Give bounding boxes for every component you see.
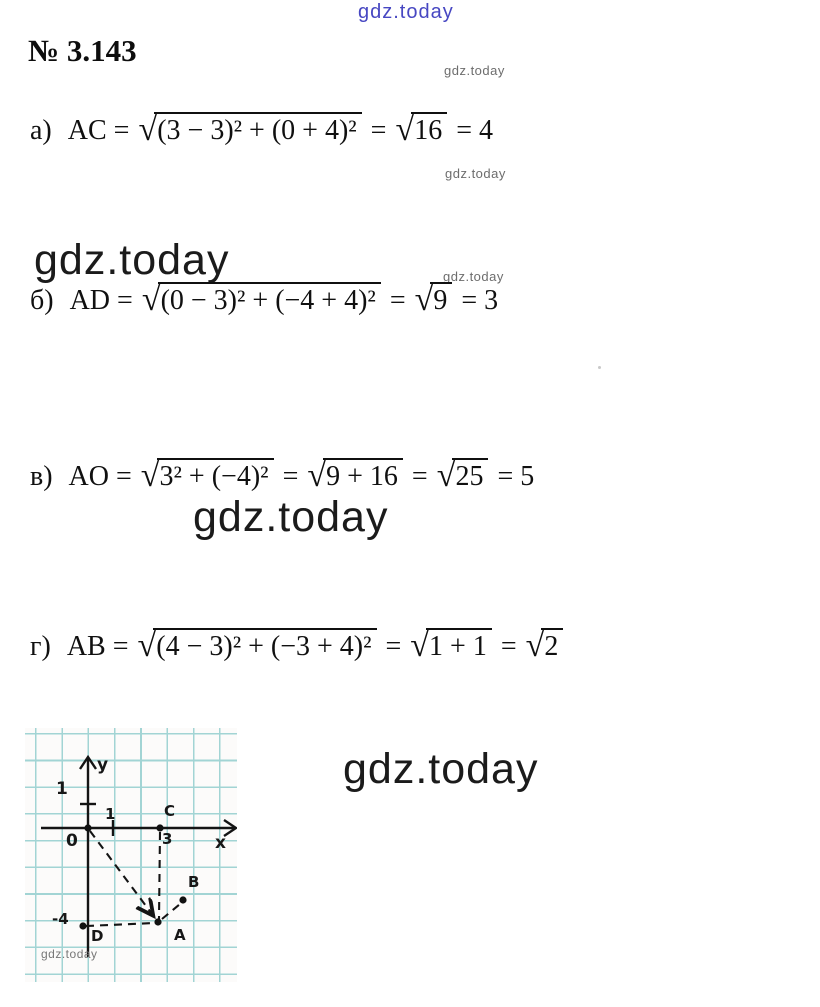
scan-speck <box>598 366 601 369</box>
radicand: 16 <box>411 112 447 148</box>
sqrt-expression <box>138 112 361 148</box>
dashed-line-D-to-A <box>86 923 154 926</box>
point-C-label: C <box>164 802 176 820</box>
sqrt-expression <box>410 628 492 664</box>
sqrt-expression <box>307 458 403 494</box>
equation-text: AB = <box>66 631 136 662</box>
x-tick-1-label: 1 <box>105 805 116 823</box>
radicand: 2 <box>541 628 563 664</box>
sqrt-expression <box>395 112 447 148</box>
axes-and-points-drawing <box>25 728 237 982</box>
sqrt-expression <box>138 628 377 664</box>
point-D <box>79 922 86 929</box>
equation-g <box>30 628 565 664</box>
equation-a <box>30 112 493 148</box>
sqrt-expression <box>415 282 453 318</box>
y-tick-neg4-label: -4 <box>52 910 69 928</box>
dashed-line-O-to-A <box>90 831 152 914</box>
radicand: (3 − 3)² + (0 + 4)² <box>154 112 361 148</box>
radical-sign: √ <box>395 111 415 149</box>
site-watermark-small-2: gdz.today <box>445 166 506 181</box>
equation-b-label: б) <box>30 285 54 316</box>
equation-v-label: в) <box>30 461 53 492</box>
equation-text: = <box>275 461 306 492</box>
equation-text: AC = <box>67 115 137 146</box>
site-watermark-graph: gdz.today <box>41 947 98 961</box>
radicand: 1 + 1 <box>426 628 492 664</box>
dashed-line-A-to-B <box>162 904 180 919</box>
problem-number-title: № 3.143 <box>28 33 137 68</box>
x-tick-3-label: 3 <box>162 830 173 848</box>
equation-text: = <box>363 115 394 146</box>
site-watermark-small-1: gdz.today <box>444 63 505 78</box>
point-B <box>179 896 186 903</box>
radicand: 25 <box>452 458 488 494</box>
y-axis-label: y <box>97 755 109 775</box>
equation-g-label: г) <box>30 631 51 662</box>
equation-text: = 4 <box>449 115 494 146</box>
site-watermark-top: gdz.today <box>358 1 454 23</box>
point-A <box>154 918 161 925</box>
radical-sign: √ <box>141 281 161 319</box>
equation-text: = 5 <box>490 461 535 492</box>
y-tick-1-label: 1 <box>56 779 68 799</box>
radical-sign: √ <box>140 457 160 495</box>
origin-label: 0 <box>66 831 78 851</box>
equation-a-label: а) <box>30 115 52 146</box>
point-B-label: B <box>188 873 200 891</box>
point-A-label: A <box>174 926 186 944</box>
radicand: 3² + (−4)² <box>157 458 274 494</box>
radicand: (4 − 3)² + (−3 + 4)² <box>153 628 376 664</box>
sqrt-expression <box>526 628 564 664</box>
sqrt-expression <box>142 282 381 318</box>
site-watermark-large-1: gdz.today <box>34 236 230 284</box>
radicand: 9 + 16 <box>323 458 403 494</box>
equation-a-body <box>67 111 494 149</box>
equation-text: = <box>493 631 524 662</box>
coordinate-plane-figure <box>25 728 237 982</box>
radical-sign: √ <box>436 457 456 495</box>
sqrt-expression <box>437 458 489 494</box>
equation-text: AO = <box>68 461 139 492</box>
equation-b <box>30 282 498 318</box>
dashed-line-C-to-A <box>159 832 160 919</box>
radical-sign: √ <box>414 281 434 319</box>
equation-text: = <box>382 285 413 316</box>
equation-v <box>30 458 534 494</box>
radical-sign: √ <box>307 457 327 495</box>
equation-g-body <box>66 627 566 665</box>
equation-text: = 3 <box>454 285 499 316</box>
radical-sign: √ <box>138 111 158 149</box>
radical-sign: √ <box>410 627 430 665</box>
radicand: 9 <box>430 282 452 318</box>
equation-v-body <box>68 457 535 495</box>
site-watermark-large-2: gdz.today <box>193 493 389 541</box>
equation-text: AD = <box>69 285 140 316</box>
equation-text: = <box>404 461 435 492</box>
site-watermark-small-3: gdz.today <box>443 269 504 284</box>
sqrt-expression <box>141 458 274 494</box>
radical-sign: √ <box>137 627 157 665</box>
site-watermark-large-3: gdz.today <box>343 745 539 793</box>
point-origin <box>84 824 91 831</box>
radical-sign: √ <box>525 627 545 665</box>
equation-text: = <box>378 631 409 662</box>
radicand: (0 − 3)² + (−4 + 4)² <box>158 282 381 318</box>
point-D-label: D <box>91 927 104 945</box>
x-axis-label: x <box>215 833 226 853</box>
equation-b-body <box>69 281 499 319</box>
